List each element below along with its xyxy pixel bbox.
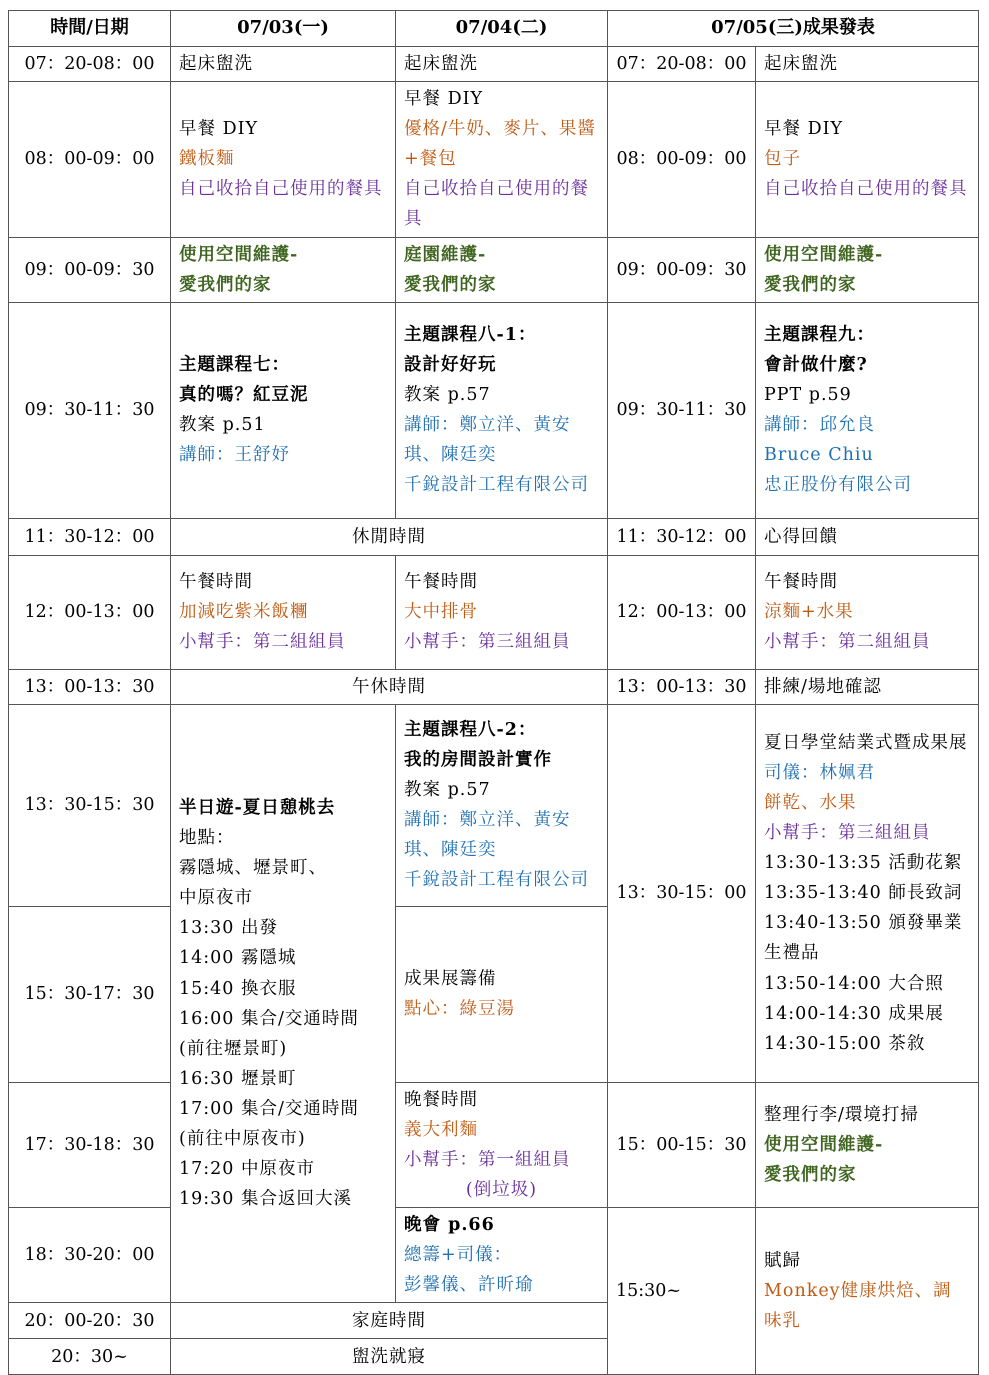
dinner-title: 晚餐時間 (404, 1089, 478, 1110)
lunch-helper: 小幫手：第二組組員 (764, 632, 931, 653)
d1-course (171, 302, 396, 518)
header-day2: 07/04(二) (396, 11, 608, 47)
course-subtitle: 設計好好玩 (404, 355, 497, 376)
d1-lunch (171, 555, 396, 669)
d1-maintenance (171, 237, 396, 302)
party-host: 總籌+司儀： (404, 1245, 513, 1266)
course-subtitle: 我的房間設計實作 (404, 750, 552, 771)
time-cell: 15：30-17：30 (9, 906, 171, 1082)
header-time-date: 時間/日期 (9, 11, 171, 47)
d3-time-cell: 07：20-08：00 (608, 46, 756, 81)
d3-ceremony (756, 704, 979, 1082)
d2-wakeup: 起床盥洗 (396, 46, 608, 81)
lunch-title: 午餐時間 (764, 572, 838, 593)
trip-item: 19:30 集合返回大溪 (179, 1189, 352, 1210)
table-row (9, 237, 979, 302)
family-time: 家庭時間 (171, 1303, 608, 1339)
lunch-title: 午餐時間 (404, 572, 478, 593)
maint-line: 愛我們的家 (179, 274, 272, 295)
d2-dinner (396, 1082, 608, 1207)
maint-line: 使用空間維護- (179, 244, 299, 265)
course-ref: 教案 p.57 (404, 780, 491, 801)
nap-time: 午休時間 (171, 669, 608, 704)
prep-snack: 點心：綠豆湯 (404, 999, 515, 1020)
d3-time-cell: 15：00-15：30 (608, 1082, 756, 1207)
course-title: 主題課程八-1： (404, 324, 537, 345)
maint-line: 庭園維護- (404, 244, 487, 265)
table-row (9, 1082, 979, 1207)
course-teacher: 講師：鄭立洋、黃安琪、陳廷奕 (404, 415, 571, 466)
d3-time-cell: 09：00-09：30 (608, 237, 756, 302)
time-cell: 08：00-09：00 (9, 82, 171, 237)
trip-places: 中原夜市 (179, 888, 253, 909)
breakfast-menu: 優格/牛奶、麥片、果醬+餐包 (404, 119, 596, 170)
breakfast-menu: 包子 (764, 149, 801, 170)
home-sponsor: Monkey健康烘焙、調味乳 (764, 1281, 952, 1332)
trip-item: 15:40 換衣服 (179, 978, 297, 999)
breakfast-menu: 鐵板麵 (179, 149, 235, 170)
trip-item: 14:00 霧隱城 (179, 948, 297, 969)
lunch-helper: 小幫手：第二組組員 (179, 632, 346, 653)
d3-lunch (756, 555, 979, 669)
ceremony-host: 司儀：林姵君 (764, 762, 875, 783)
d3-time-cell: 13：30-15：00 (608, 704, 756, 1082)
time-cell: 07：20-08：00 (9, 46, 171, 81)
time-cell: 20：30~ (9, 1339, 171, 1375)
pack-line: 使用空間維護- (764, 1134, 884, 1155)
d2-lunch (396, 555, 608, 669)
dinner-helper: 小幫手：第一組組員 (404, 1149, 571, 1170)
trip-item: 16:30 壢景町 (179, 1068, 297, 1089)
trip-item: 17:20 中原夜市 (179, 1159, 315, 1180)
dinner-helper-note: (倒垃圾) (465, 1180, 538, 1201)
course-ref: 教案 p.57 (404, 385, 491, 406)
course-title: 主題課程七： (179, 355, 290, 376)
d3-feedback: 心得回饋 (756, 518, 979, 555)
prep-title: 成果展籌備 (404, 969, 497, 990)
party-names: 彭馨儀、許昕瑜 (404, 1275, 534, 1296)
time-cell: 11：30-12：00 (9, 518, 171, 555)
d3-time-cell: 08：00-09：00 (608, 82, 756, 237)
ceremony-title: 夏日學堂結業式暨成果展 (764, 732, 968, 753)
d1-wakeup: 起床盥洗 (171, 46, 396, 81)
course-org: 千銳設計工程有限公司 (404, 870, 589, 891)
lunch-menu: 加減吃紫米飯糰 (179, 602, 309, 623)
d3-course (756, 302, 979, 518)
lunch-helper: 小幫手：第三組組員 (404, 632, 571, 653)
table-row (9, 704, 979, 906)
agenda-item: 13:30-13:35 活動花絮 (764, 853, 963, 874)
time-cell: 09：00-09：30 (9, 237, 171, 302)
header-day3: 07/05(三)成果發表 (608, 11, 979, 47)
table-row (9, 555, 979, 669)
time-cell: 17：30-18：30 (9, 1082, 171, 1207)
time-cell: 18：30-20：00 (9, 1208, 171, 1303)
d3-time-cell: 13：00-13：30 (608, 669, 756, 704)
table-row (9, 302, 979, 518)
ceremony-snack: 餅乾、水果 (764, 792, 857, 813)
d3-home (756, 1208, 979, 1375)
maint-line: 愛我們的家 (404, 274, 497, 295)
d2-course2 (396, 704, 608, 906)
time-cell: 12：00-13：00 (9, 555, 171, 669)
table-row (9, 82, 979, 237)
d3-rehearsal: 排練/場地確認 (756, 669, 979, 704)
trip-places: 霧隱城、壢景町、 (179, 858, 327, 879)
trip-item: 13:30 出發 (179, 918, 278, 939)
course-subtitle: 真的嗎？紅豆泥 (179, 385, 309, 406)
lunch-menu: 涼麵+水果 (764, 602, 854, 623)
agenda-item: 13:50-14:00 大合照 (764, 973, 944, 994)
maint-line: 使用空間維護- (764, 244, 884, 265)
course-teacher-en: Bruce Chiu (764, 445, 874, 466)
sleep-time: 盥洗就寢 (171, 1339, 608, 1375)
course-teacher: 講師：鄭立洋、黃安琪、陳廷奕 (404, 810, 571, 861)
d3-time-cell: 09：30-11：30 (608, 302, 756, 518)
trip-item: 17:00 集合/交通時間 (179, 1098, 359, 1119)
maint-line: 愛我們的家 (764, 274, 857, 295)
d2-maintenance (396, 237, 608, 302)
course-org: 千銳設計工程有限公司 (404, 475, 589, 496)
course-teacher: 講師：王舒妤 (179, 445, 290, 466)
course-ref: PPT p.59 (764, 385, 852, 406)
d3-maintenance (756, 237, 979, 302)
trip-item: (前往壢景町) (179, 1038, 288, 1059)
table-row (9, 669, 979, 704)
pack-line: 整理行李/環境打掃 (764, 1104, 919, 1125)
d2-course (396, 302, 608, 518)
agenda-item: 13:35-13:40 師長致詞 (764, 883, 963, 904)
breakfast-title: 早餐 DIY (179, 119, 259, 140)
course-ref: 教案 p.51 (179, 415, 266, 436)
d2-breakfast (396, 82, 608, 237)
breakfast-note: 自己收拾自己使用的餐具 (404, 179, 589, 230)
table-row (9, 1208, 979, 1303)
lunch-title: 午餐時間 (179, 572, 253, 593)
lunch-menu: 大中排骨 (404, 602, 478, 623)
table-row (9, 518, 979, 555)
time-cell: 13：30-15：30 (9, 704, 171, 906)
rest-time: 休閒時間 (171, 518, 608, 555)
schedule-table (8, 10, 979, 1375)
breakfast-note: 自己收拾自己使用的餐具 (179, 179, 383, 200)
ceremony-helper: 小幫手：第三組組員 (764, 823, 931, 844)
course-org: 忠正股份有限公司 (764, 475, 912, 496)
home-title: 賦歸 (764, 1251, 801, 1272)
breakfast-title: 早餐 DIY (404, 89, 484, 110)
table-row (9, 46, 979, 81)
d3-time-cell: 12：00-13：00 (608, 555, 756, 669)
trip-title: 半日遊-夏日憩桃去 (179, 797, 336, 818)
d1-trip (171, 704, 396, 1303)
agenda-item: 13:40-13:50 頒發畢業生禮品 (764, 913, 963, 964)
agenda-item: 14:30-15:00 茶敘 (764, 1033, 926, 1054)
course-title: 主題課程八-2： (404, 720, 537, 741)
d2-prep (396, 906, 608, 1082)
course-subtitle: 會計做什麼? (764, 355, 868, 376)
d1-breakfast (171, 82, 396, 237)
time-cell: 09：30-11：30 (9, 302, 171, 518)
time-cell: 20：00-20：30 (9, 1303, 171, 1339)
d2-party (396, 1208, 608, 1303)
d3-breakfast (756, 82, 979, 237)
trip-item: (前往中原夜市) (179, 1129, 306, 1149)
course-teacher: 講師：邱允良 (764, 415, 875, 436)
breakfast-note: 自己收拾自己使用的餐具 (764, 179, 968, 200)
d3-time-cell: 11：30-12：00 (608, 518, 756, 555)
d3-pack (756, 1082, 979, 1207)
party-title: 晚會 p.66 (404, 1215, 495, 1236)
trip-item: 16:00 集合/交通時間 (179, 1008, 359, 1029)
header-day1: 07/03(一) (171, 11, 396, 47)
dinner-menu: 義大利麵 (404, 1119, 478, 1140)
d3-wakeup: 起床盥洗 (756, 46, 979, 81)
course-title: 主題課程九： (764, 324, 875, 345)
pack-line: 愛我們的家 (764, 1165, 857, 1186)
trip-place-label: 地點： (179, 828, 235, 849)
agenda-item: 14:00-14:30 成果展 (764, 1003, 944, 1024)
d3-time-cell: 15:30~ (608, 1208, 756, 1375)
header-row (9, 11, 979, 47)
time-cell: 13：00-13：30 (9, 669, 171, 704)
breakfast-title: 早餐 DIY (764, 119, 844, 140)
